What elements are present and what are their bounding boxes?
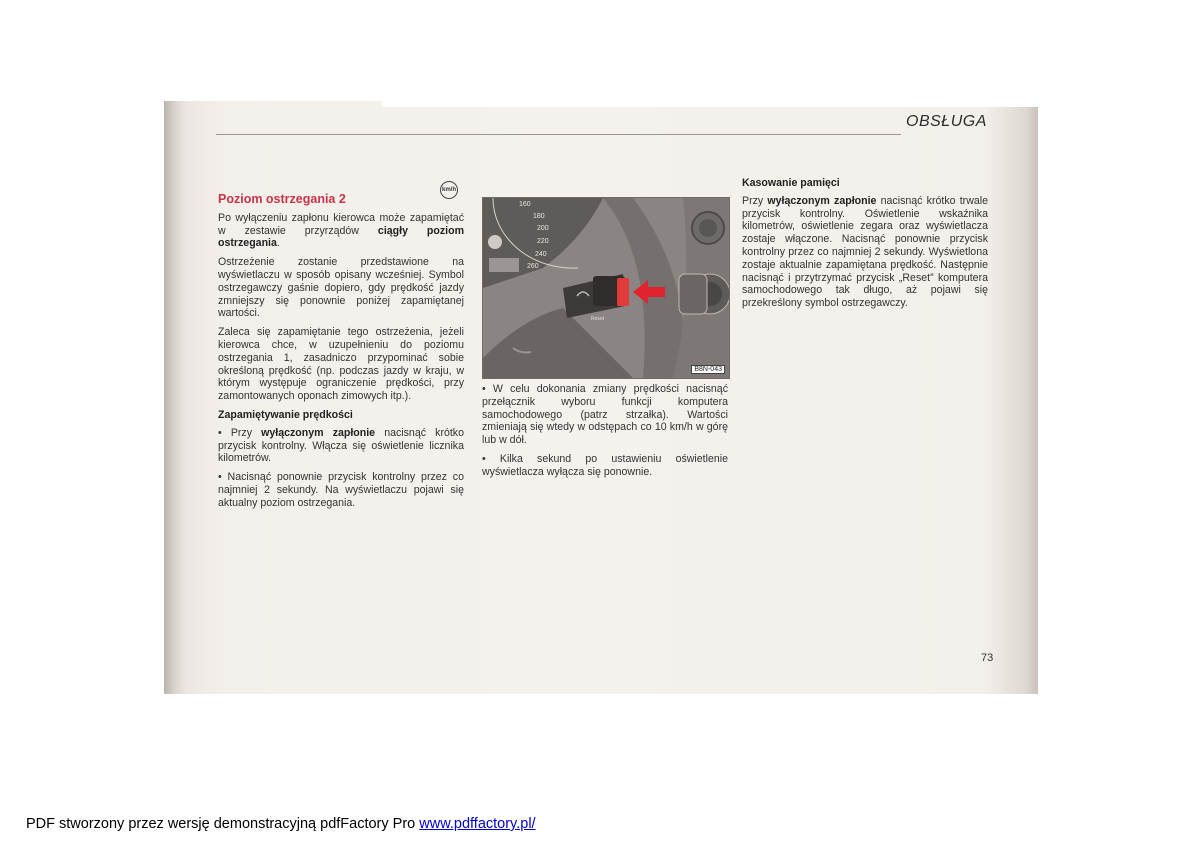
clear-memory-paragraph: Przy wyłączonym zapłonie nacisnąć krótko trwale przycisk kontrolny. Oświetlenie wskaźnika kilometrów, oświetlenie zegara oraz wyświetlacza zostaje włączone. Nacisnąć ponownie przycisk kontrolny przez co najmniej 2 sekundy. Wyświetlona zostaje aktualnie zapamiętana prędkość. Następnie nacisnąć i przytrzymać przycisk „Reset” komputera samochodowego tak długo, aż pojawi się przekreślony symbol ostrzegawczy. — [742, 194, 988, 310]
pdf-footer — [26, 816, 536, 832]
speedo-tick: 240 — [535, 251, 547, 258]
section-heading — [218, 187, 464, 206]
steering-stalk-photo — [482, 197, 730, 379]
footer-text: PDF stworzony przez wersję demonstracyjną pdfFactory Pro — [26, 816, 420, 832]
bullet-ignition-off: • Przy wyłączonym zapłonie nacisnąć krótko przycisk kontrolny. Włącza się oświetlenie licznika kilometrów. — [218, 426, 464, 465]
page-edge — [382, 101, 1038, 107]
middle-column — [482, 383, 728, 485]
bullet-change-speed: • W celu dokonania zmiany prędkości nacisnąć przełącznik wyboru funkcji komputera samochodowego (patrz strzałka). Wartości zmieniają się wtedy w odstępach co 10 km/h w górę lub w dół. — [482, 383, 728, 447]
page-number: 73 — [981, 652, 994, 664]
speedo-tick: 160 — [519, 201, 531, 208]
footer-link[interactable]: www.pdffactory.pl/ — [419, 816, 536, 832]
bullet-press-again: • Nacisnąć ponownie przycisk kontrolny przez co najmniej 2 sekundy. Na wyświetlaczu pojawi się aktualny poziom ostrzegania. — [218, 471, 464, 509]
recommendation-paragraph: Zaleca się zapamiętanie tego ostrzeżenia, jeżeli kierowca chce, w uzupełnieniu do poziomu ostrzegania 1, zasadniczo przypominać sobie określoną prędkość (np. podczas jazdy w kraju, w którym występuje ograniczenie prędkości, przy zamontowanych oponach zimowych itp.). — [218, 326, 464, 403]
speedo-tick: 260 — [527, 263, 539, 270]
svg-text:Reset: Reset — [591, 316, 605, 322]
speedo-tick: 180 — [533, 213, 545, 220]
section-heading-text: Poziom ostrzegania 2 — [218, 192, 346, 206]
warning-display-paragraph: Ostrzeżenie zostanie przedstawione na wyświetlaczu w sposób opisany wcześniej. Symbol ostrzegawczy gaśnie dopiero, gdy prędkość jazdy zmniejszy się ponownie poniżej zapamiętanej wartości. — [218, 256, 464, 320]
figure-code: B8N-043 — [691, 365, 725, 374]
speedo-tick: 200 — [537, 225, 549, 232]
subheading-clear-memory: Kasowanie pamięci — [742, 177, 840, 189]
intro-paragraph: Po wyłączeniu zapłonu kierowca może zapamiętać w zestawie przyrządów ciągły poziom ostrzegania. — [218, 211, 464, 250]
speedo-tick: 220 — [537, 238, 549, 245]
scanned-page — [164, 101, 1038, 694]
bullet-display-off: • Kilka sekund po ustawieniu oświetlenie wyświetlacza wyłącza się ponownie. — [482, 452, 728, 478]
section-title: OBSŁUGA — [906, 113, 987, 130]
left-column — [218, 187, 464, 516]
header-rule — [216, 134, 901, 135]
stalk-illustration — [483, 198, 729, 378]
speed-warning-icon: km/h — [440, 181, 458, 199]
right-column — [742, 177, 988, 316]
subheading-speed-memory: Zapamiętywanie prędkości — [218, 408, 353, 421]
